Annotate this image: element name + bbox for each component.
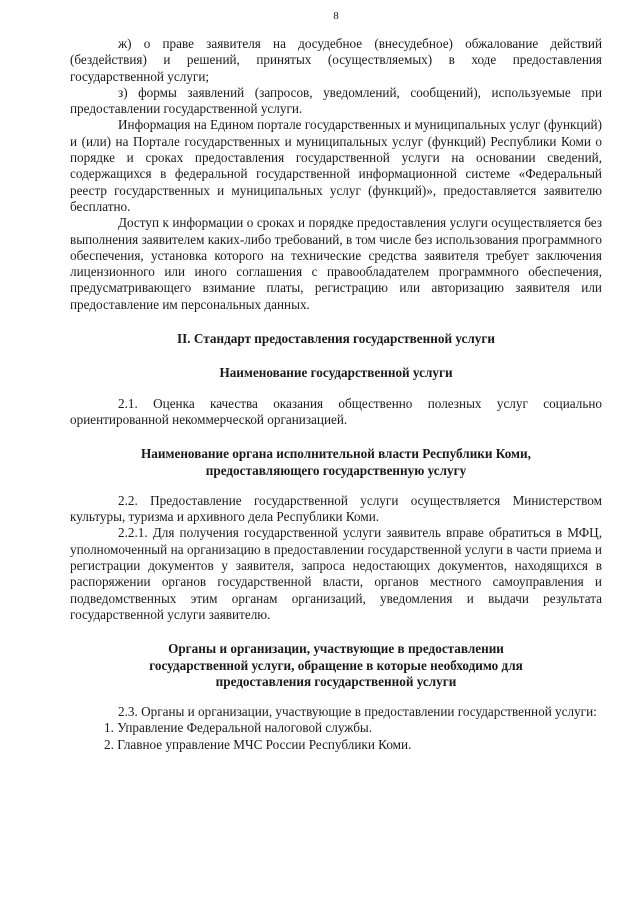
paragraph-2-1: 2.1. Оценка качества оказания общественно полезных услуг социально ориентированной некоммерческой организацией. <box>70 395 602 427</box>
heading-participating-organizations-line-1: Органы и организации, участвующие в предоставлении <box>168 641 504 657</box>
heading-executive-organ-line-2: предоставляющего государственную услугу <box>205 462 467 478</box>
heading-participating-organizations <box>70 641 602 690</box>
paragraph-2-2-1: 2.2.1. Для получения государственной услуги заявитель вправе обратиться в МФЦ, уполномоченный на организацию в предоставлении государственной услуги в части приема и регистрации документов у заявителя, запроса недостающих документов, находящихся в распоряжении органов государственной власти, органов местного самоуправления и подведомственных этим органам организаций, уведомления и выдачи результата государственной услуги заявителю. <box>70 525 602 622</box>
section-title: II. Стандарт предоставления государственной услуги <box>177 331 495 347</box>
paragraph-portal-information: Информация на Едином портале государственных и муниципальных услуг (функций) и (или) на Портале государственных и муниципальных услуг (функций) Республики Коми о порядке и сроках предоставления государственной услуги на основании сведений, содержащихся в федеральной государственной информационной системе «Федеральный реестр государственных и муниципальных услуг (функций)», предоставляется заявителю бесплатно. <box>70 117 602 214</box>
heading-participating-organizations-line-3: предоставления государственной услуги <box>215 673 457 689</box>
paragraph-information-access: Доступ к информации о сроках и порядке предоставления услуги осуществляется без выполнения заявителем каких-либо требований, в том числе без использования программного обеспечения, установка которого на технические средства заявителя требует заключения лицензионного или иного соглашения с правообладателем программного обеспечения, предусматривающего взимание платы, регистрацию или авторизацию заявителя или предоставление им персональных данных. <box>70 215 602 312</box>
list-item: 2. Главное управление МЧС России Республики Коми. <box>104 736 412 752</box>
heading-service-name: Наименование государственной услуги <box>219 365 453 381</box>
paragraph-appeal-rights: ж) о праве заявителя на досудебное (внесудебное) обжалование действий (бездействия) и решений, принятых (осуществляемых) в ходе предоставления государственной услуги; <box>70 36 602 84</box>
paragraph-2-3: 2.3. Органы и организации, участвующие в предоставлении государственной услуги: <box>118 704 597 720</box>
paragraph-2-2: 2.2. Предоставление государственной услуги осуществляется Министерством культуры, туризма и архивного дела Республики Коми. <box>70 492 602 525</box>
heading-executive-organ-line-1: Наименование органа исполнительной власти Республики Коми, <box>141 446 531 462</box>
paragraph-application-forms: з) формы заявлений (запросов, уведомлений, сообщений), используемые при предоставлении государственной услуги. <box>70 84 602 117</box>
list-item: 1. Управление Федеральной налоговой службы. <box>104 720 373 736</box>
page-number: 8 <box>333 10 339 22</box>
heading-participating-organizations-line-2: государственной услуги, обращение в которые необходимо для <box>149 657 523 673</box>
heading-executive-organ <box>70 446 602 479</box>
